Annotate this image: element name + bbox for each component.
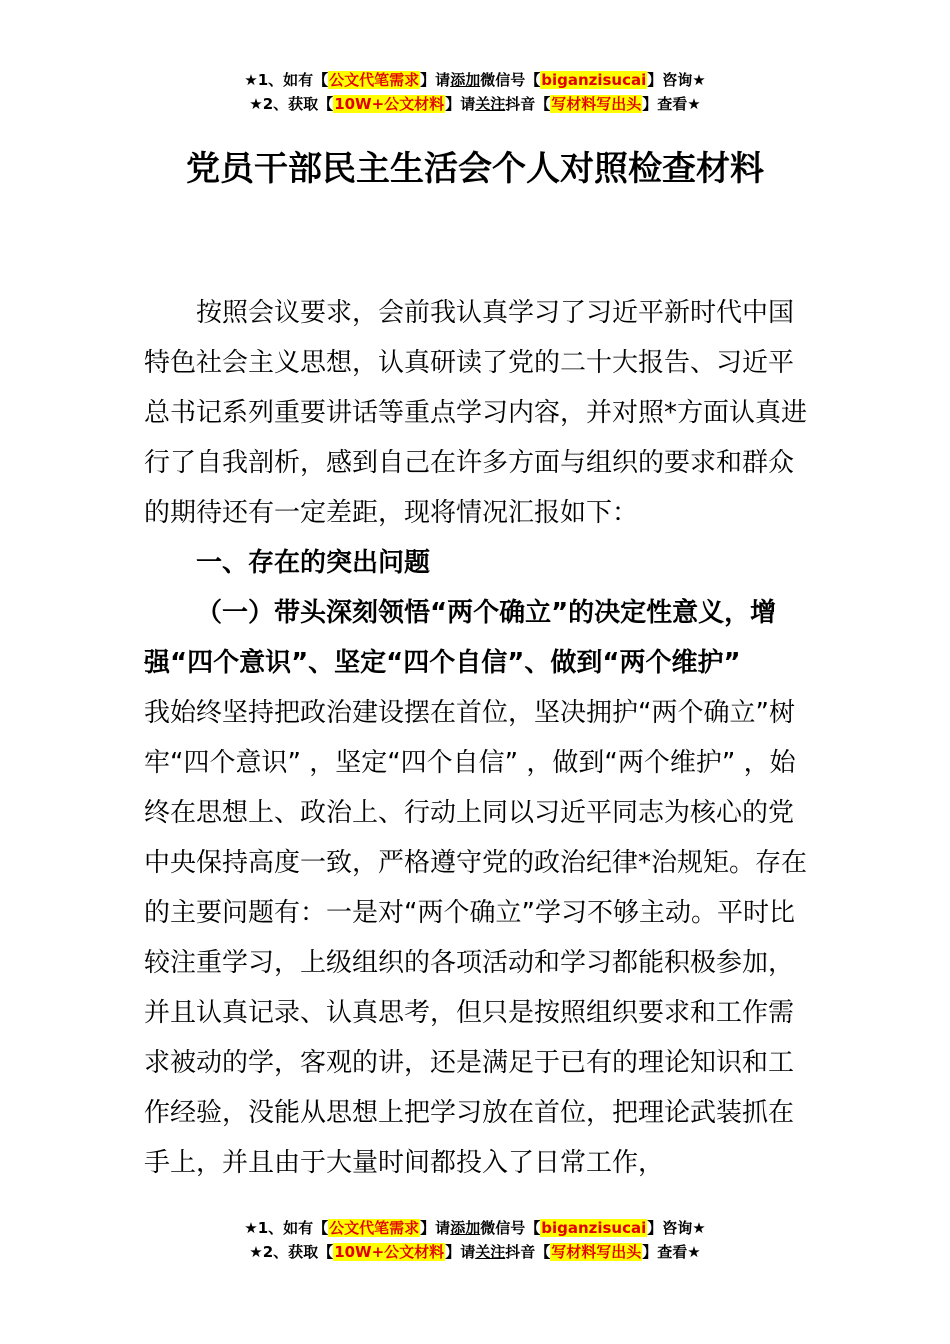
wechat-id: biganzisucai <box>541 71 647 89</box>
section-heading: 一、存在的突出问题 <box>196 548 431 578</box>
banner-line-2: ★2、获取【10W+公文材料】请关注抖音【写材料写出头】查看★ <box>249 95 701 113</box>
highlight-text: 10W+公文材料 <box>334 95 445 113</box>
intro-paragraph: 按照会议要求，会前我认真学习了习近平新时代中国特色社会主义思想，认真研读了党的二十大报告、习近平总书记系列重要讲话等重点学习内容，并对照*方面认真进行了自我剖析，感到自己在许多方面与组织的要求和群众的期待还有一定差距，现将情况汇报如下： <box>144 298 808 528</box>
subsection-heading: （一）带头深刻领悟“两个确立”的决定性意义，增强“四个意识”、坚定“四个自信”、做到“两个维护” <box>144 598 777 678</box>
body-paragraph: 我始终坚持把政治建设摆在首位，坚决拥护“两个确立”树牢“四个意识” ，坚定“四个自信” ，做到“两个维护” ，始终在思想上、政治上、行动上同以习近平同志为核心的党中央保持高度一致，严格遵守党的政治纪律*治规矩。存在的主要问题有：一是对“两个确立”学习不够主动。平时比较注重学习，上级组织的各项活动和学习都能积极参加，并且认真记录、认真思考，但只是按照组织要求和工作需求被动的学，客观的讲，还是满足于已有的理论知识和工作经验，没能从思想上把学习放在首位，把理论武装抓在手上，并且由于大量时间都投入了日常工作， <box>144 698 808 1178</box>
wechat-id: biganzisucai <box>541 1219 647 1237</box>
header-banner <box>0 68 950 116</box>
douyin-account: 写材料写出头 <box>551 95 642 113</box>
footer-banner <box>0 1216 950 1264</box>
document-title: 党员干部民主生活会个人对照检查材料 <box>186 149 764 189</box>
document-body <box>144 288 810 1188</box>
highlight-text: 公文代笔需求 <box>329 1219 420 1237</box>
douyin-account: 写材料写出头 <box>551 1243 642 1261</box>
highlight-text: 公文代笔需求 <box>329 71 420 89</box>
banner-line-2: ★2、获取【10W+公文材料】请关注抖音【写材料写出头】查看★ <box>249 1243 701 1261</box>
banner-line-1: ★1、如有【公文代笔需求】请添加微信号【biganzisucai】咨询★ <box>244 1219 706 1237</box>
banner-line-1: ★1、如有【公文代笔需求】请添加微信号【biganzisucai】咨询★ <box>244 71 706 89</box>
highlight-text: 10W+公文材料 <box>334 1243 445 1261</box>
